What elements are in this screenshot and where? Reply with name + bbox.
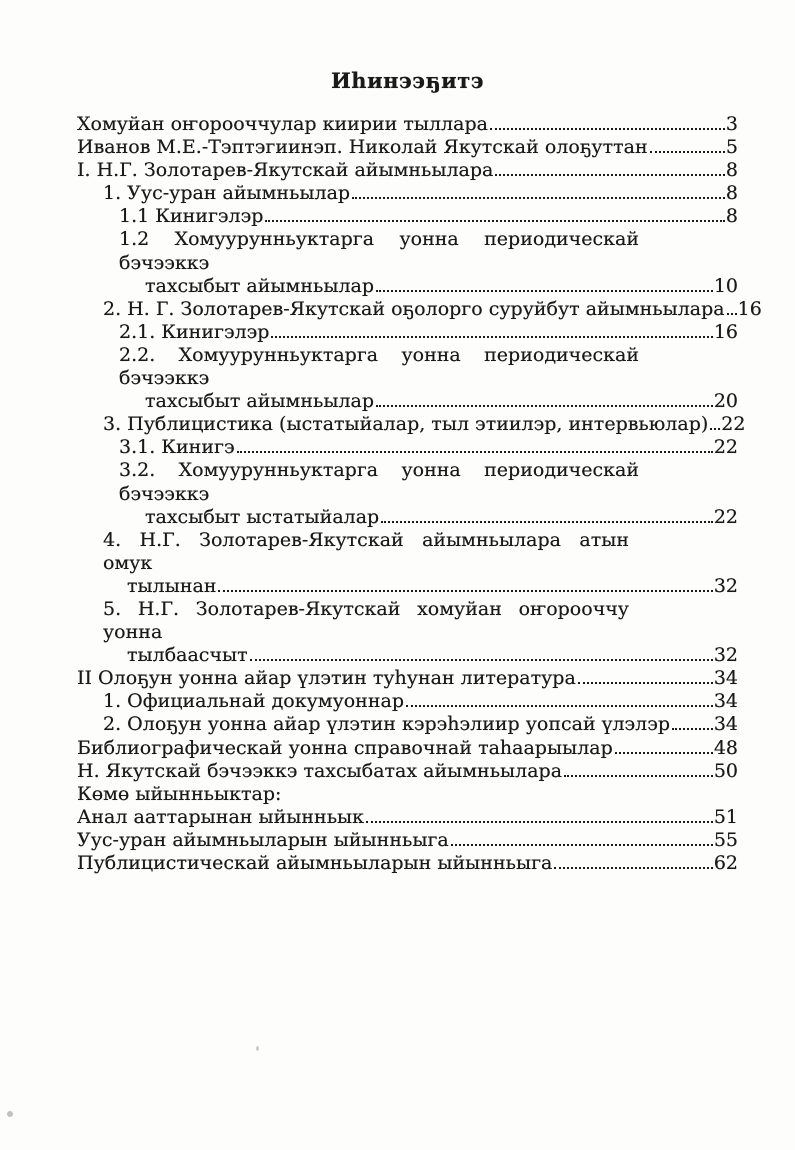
toc-page-number: 32 (713, 574, 738, 597)
leader-dots (615, 752, 713, 754)
toc-entry (103, 413, 746, 436)
toc-entry-text: 3. Публицистика (ыстатыйалар, тыл этиилэр, интервьюлар) (103, 413, 709, 436)
leader-dots (554, 867, 712, 869)
toc-page-number: 34 (713, 713, 738, 736)
toc-entry-text: II Олоҕун уонна айар үлэтин туһунан литература (77, 667, 576, 690)
toc-page-number: 48 (713, 736, 738, 759)
toc-entry (119, 321, 738, 344)
toc-entry (103, 690, 738, 713)
toc-entry-text: 1. Уус-уран айымньылар (103, 182, 351, 205)
toc-entry-text: Н. Якутскай бэчээккэ тахсыбатах айымньылара (77, 759, 563, 782)
toc-entry-text: 3.1. Кинигэ (119, 436, 235, 459)
toc-entry-text: тахсыбыт айымньылар (145, 274, 375, 297)
leader-dots (376, 290, 713, 292)
leader-dots (564, 775, 713, 777)
toc-entry-text: Иванов М.Е.-Тэптэгиинэп. Николай Якутскай олоҕуттан (77, 136, 648, 159)
leader-dots (710, 428, 720, 430)
toc-page-number: 32 (713, 644, 738, 667)
leader-dots (490, 128, 725, 130)
toc-page-number: 22 (713, 505, 738, 528)
toc-page-number: 8 (725, 182, 738, 205)
toc-entry (103, 297, 762, 321)
toc-entry (103, 713, 738, 736)
leader-dots (650, 151, 725, 153)
toc-page-number: 20 (713, 390, 738, 413)
toc-entry-text: 1. Официальнай докумуоннар (103, 690, 405, 713)
toc-page-number: 16 (713, 320, 738, 343)
toc-entry (103, 529, 738, 575)
toc-entry (119, 459, 738, 505)
toc-entry (77, 783, 738, 806)
toc-entry (119, 436, 738, 459)
leader-dots (352, 197, 725, 199)
leader-dots (376, 405, 713, 407)
toc-page-number: 3 (725, 113, 738, 135)
toc-page-number: 10 (713, 274, 738, 297)
toc-page-number: 51 (713, 805, 738, 828)
toc-page-number: 50 (713, 759, 738, 782)
toc-list (77, 113, 762, 875)
toc-page-number: 34 (713, 667, 738, 690)
toc-entry-text: 1.1 Кинигэлэр (119, 205, 264, 228)
toc-entry-text: Библиографическай уонна справочнай таһаарыылар (77, 736, 613, 759)
leader-dots (237, 451, 713, 453)
leader-dots (451, 844, 713, 846)
toc-entry (77, 136, 738, 159)
toc-entry-text: тахсыбыт ыстатыйалар (145, 505, 380, 528)
leader-dots (250, 659, 713, 661)
toc-entry (119, 344, 738, 390)
toc-entry-text: 4. Н.Г. Золотарев-Якутскай айымньылара атын омук (103, 528, 629, 574)
toc-entry (127, 644, 738, 667)
toc-entry-text: 2. Н. Г. Золотарев-Якутскай оҕолорго суруйбут айымньылара (103, 297, 725, 320)
leader-dots (265, 220, 724, 222)
toc-entry (103, 182, 738, 205)
toc-page-number: 8 (725, 159, 738, 182)
toc-entry-text: 1.2 Хомуурунньуктарга уонна периодическай бэчээккэ (119, 228, 639, 274)
toc-entry-text: Публицистическай айымньыларын ыйынньыга (77, 852, 553, 874)
toc-page-number: 5 (725, 136, 738, 159)
toc-page-number: 22 (721, 413, 746, 436)
toc-entry (145, 506, 738, 529)
toc-entry (77, 806, 738, 829)
toc-entry-text: тылбаасчыт (127, 644, 248, 667)
toc-entry (145, 390, 738, 413)
toc-entry-text: Хомуйан оҥорооччулар киирии тыллара (77, 113, 488, 135)
toc-entry (119, 228, 738, 274)
toc-entry (119, 205, 738, 228)
leader-dots (578, 682, 713, 684)
toc-entry (77, 737, 738, 760)
toc-page-number: 16 (737, 297, 762, 320)
leader-dots (495, 174, 725, 176)
toc-page-number: 55 (713, 828, 738, 851)
toc-entry (77, 159, 738, 182)
toc-entry-text: 2. Олоҕун уонна айар үлэтин кэрэһэлиир уопсай үлэлэр (103, 713, 671, 736)
toc-entry-text: Көмө ыйынньыктар: (77, 782, 282, 805)
toc-entry-text: Анал ааттарынан ыйынньык (77, 805, 365, 828)
toc-entry (77, 113, 738, 136)
toc-entry (145, 275, 738, 298)
leader-dots (672, 728, 713, 730)
toc-page-number: 22 (713, 436, 738, 459)
leader-dots (218, 590, 712, 592)
toc-page-number: 62 (713, 852, 738, 874)
leader-dots (271, 336, 712, 338)
toc-entry-text: 2.1. Кинигэлэр (119, 320, 270, 343)
leader-dots (381, 521, 713, 523)
toc-entry-text: тылынан (127, 574, 217, 597)
toc-entry (77, 829, 738, 852)
toc-entry (127, 575, 738, 598)
leader-dots (406, 705, 713, 707)
scan-artifact (7, 1111, 13, 1117)
toc-entry (77, 852, 738, 875)
toc-entry-text: 5. Н.Г. Золотарев-Якутскай хомуйан оҥорооччу уонна (103, 597, 629, 644)
toc-entry (77, 667, 738, 690)
toc-entry (103, 598, 738, 644)
page-title: Иһинээҕитэ (330, 68, 485, 93)
toc-page-number: 34 (713, 690, 738, 713)
scan-artifact (256, 1046, 259, 1051)
toc-entry (77, 760, 738, 783)
leader-dots (727, 313, 737, 315)
leader-dots (366, 821, 713, 823)
toc-entry-text: Уус-уран айымньыларын ыйынньыга (77, 828, 449, 851)
toc-page-number: 8 (725, 205, 738, 228)
toc-entry-text: I. Н.Г. Золотарев-Якутскай айымньылара (77, 159, 494, 182)
toc-entry-text: тахсыбыт айымньылар (145, 390, 375, 413)
toc-entry-text: 3.2. Хомуурунньуктарга уонна периодическай бэчээккэ (119, 459, 639, 505)
toc-entry-text: 2.2. Хомуурунньуктарга уонна периодическай бэчээккэ (119, 343, 639, 390)
